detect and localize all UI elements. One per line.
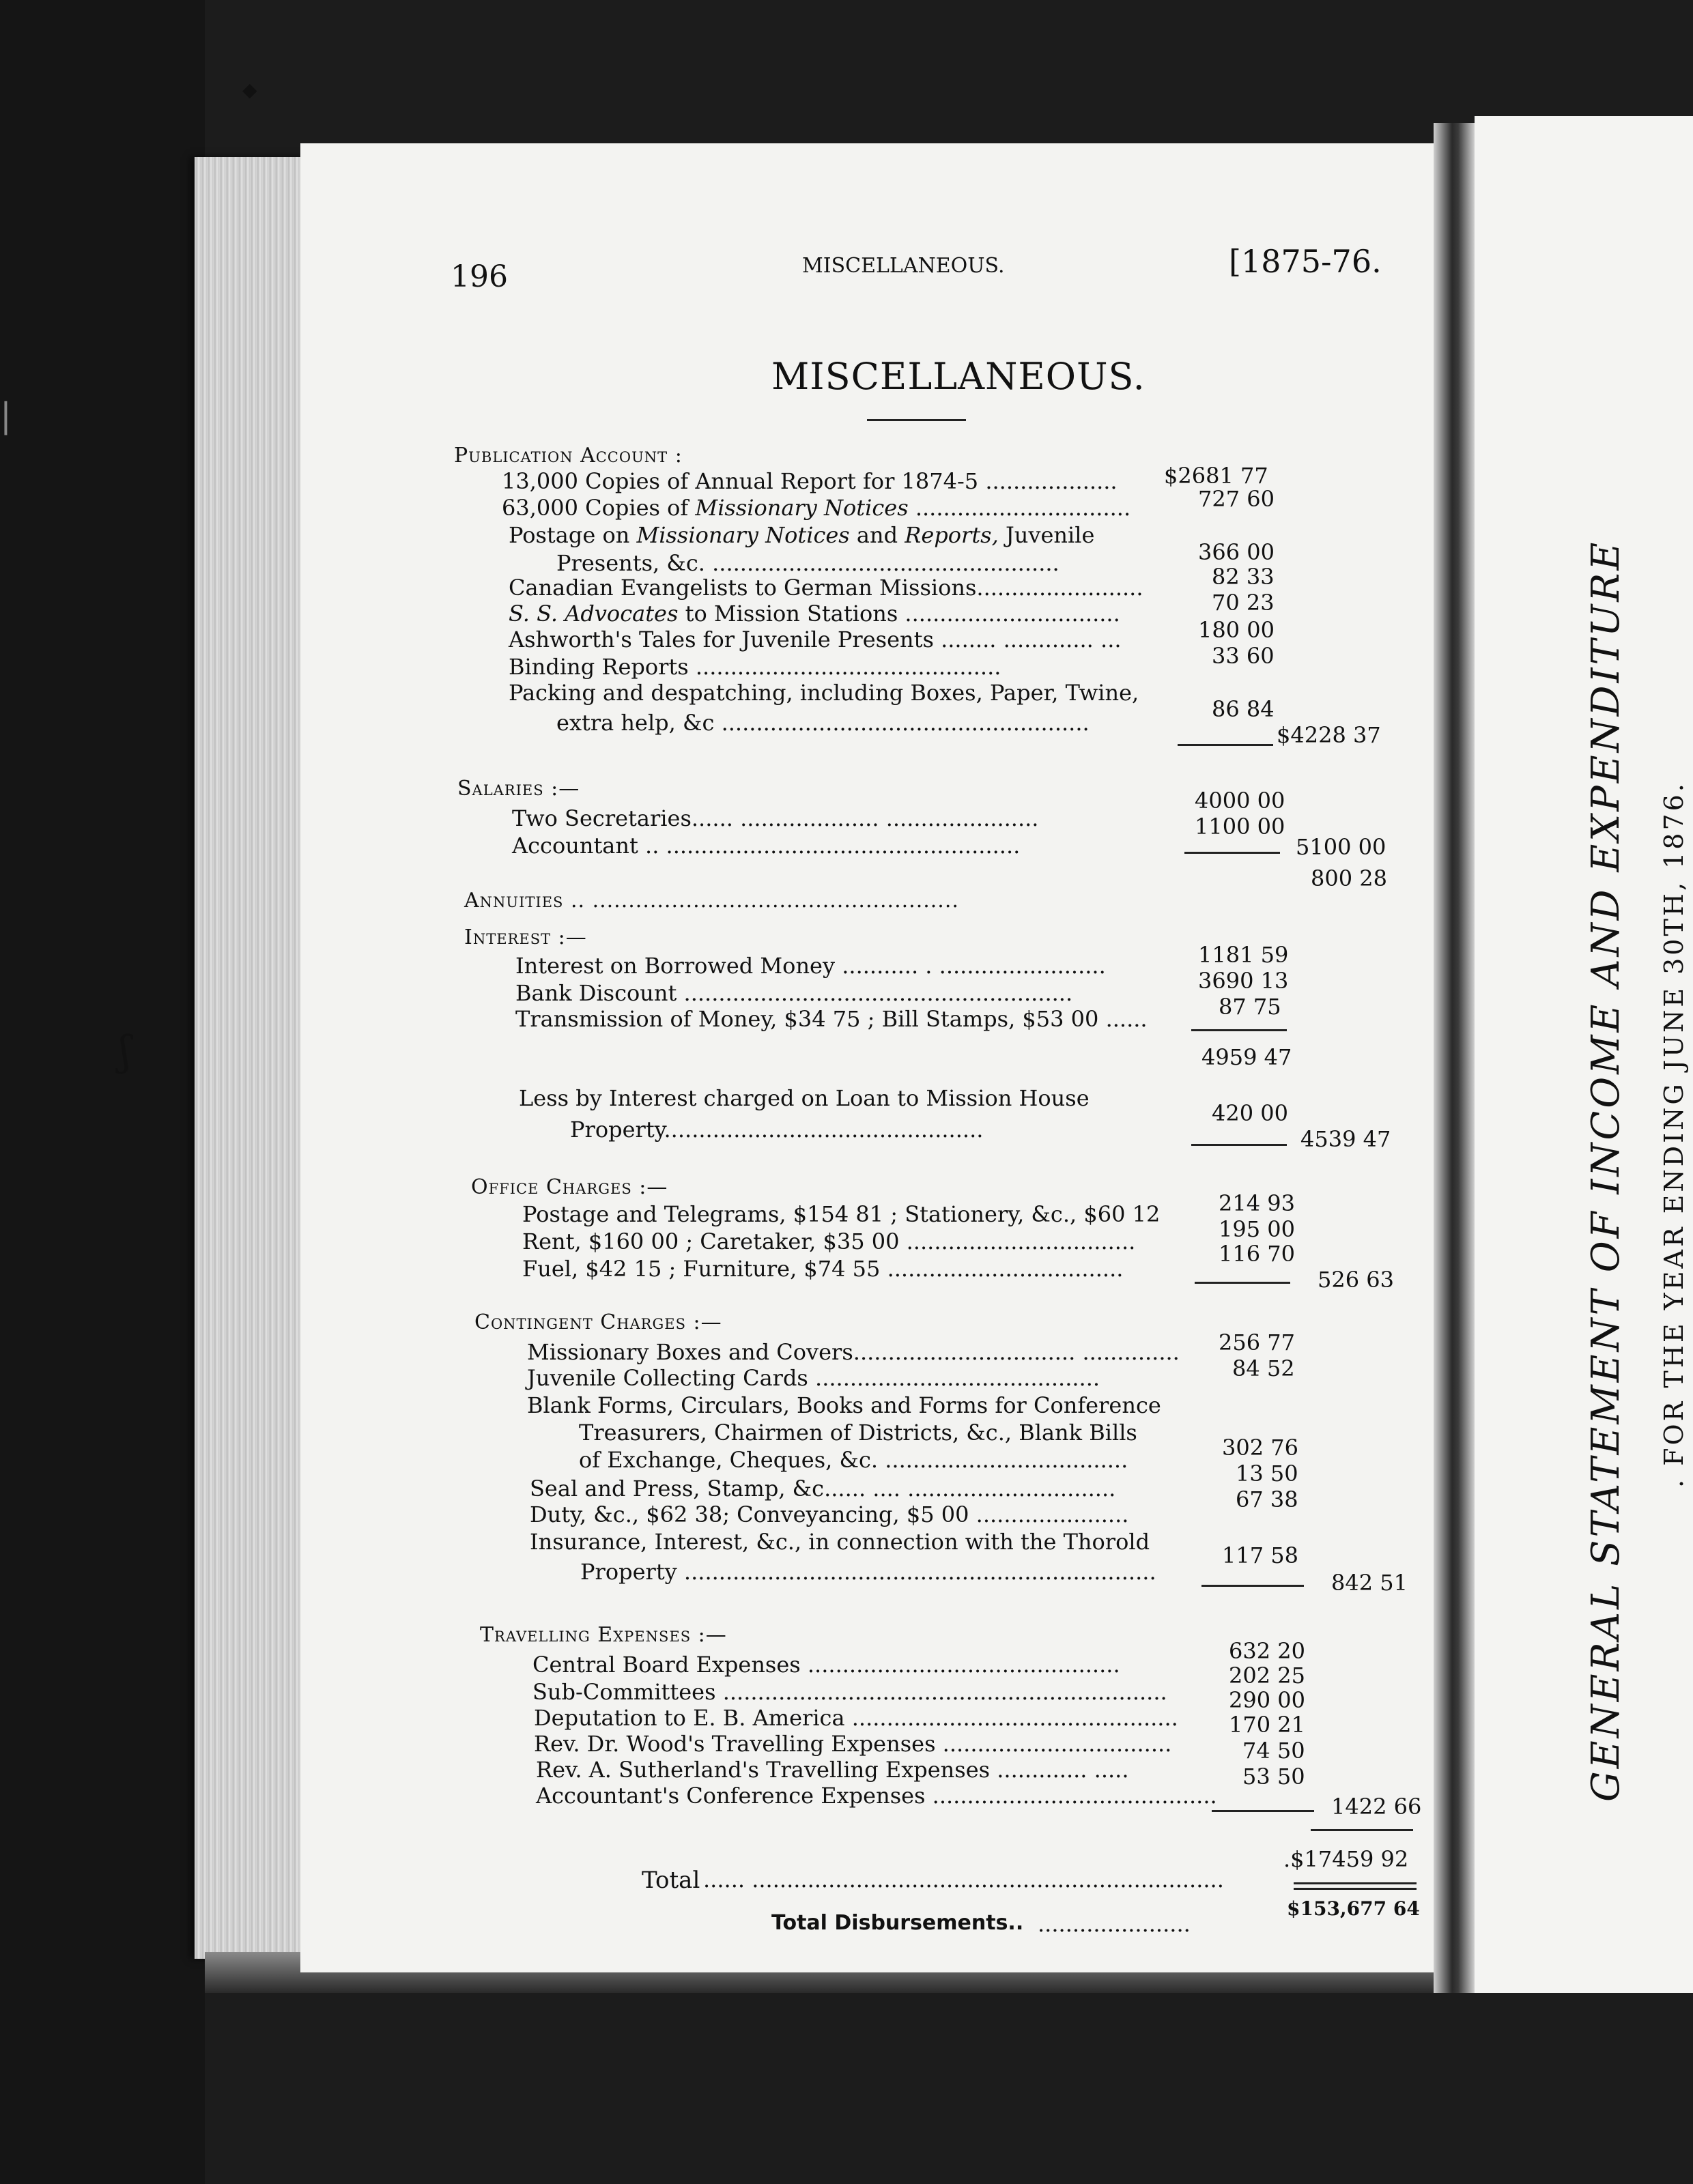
section-heading-interest: Interest :— (464, 925, 587, 949)
sum-rule (1178, 744, 1273, 746)
line-amount: 727 60 (1198, 486, 1275, 512)
line-text: Accountant .. ................................................... (512, 833, 1021, 859)
line-amount: 202 25 (1229, 1663, 1305, 1689)
sum-rule (1195, 1282, 1290, 1284)
film-border (0, 0, 205, 2184)
section-heading-office: Office Charges :— (471, 1175, 668, 1199)
running-head: MISCELLANEOUS. (802, 254, 1005, 278)
section-heading-publication: Publication Account : (454, 444, 683, 468)
section-heading-contingent: Contingent Charges :— (474, 1310, 722, 1334)
line-amount: $2681 77 (1164, 463, 1268, 489)
disbursements-label: Total Disbursements.. (771, 1911, 1024, 1935)
line-text: Postage on Missionary Notices and Reports, Juvenile (509, 522, 1095, 548)
line-text: Rent, $160 00 ; Caretaker, $35 00 ................................. (522, 1228, 1136, 1254)
line-text: Two Secretaries...... .................... ...................... (512, 805, 1039, 831)
line-amount: 1100 00 (1195, 814, 1285, 839)
line-text: Property.............................................. (570, 1117, 984, 1143)
line-amount: 214 93 (1219, 1190, 1295, 1216)
section-total: 526 63 (1318, 1267, 1394, 1293)
section-total: 800 28 (1311, 865, 1387, 891)
facing-page-title: GENERAL STATEMENT OF INCOME AND EXPENDITURE (1584, 539, 1628, 1802)
section-total: 5100 00 (1296, 834, 1386, 860)
line-amount: 290 00 (1229, 1687, 1305, 1713)
line-text: Bank Discount ........................................................ (515, 980, 1073, 1006)
disbursements-dots: ...................... (1038, 1911, 1191, 1937)
year-reference: [1875-76. (1229, 243, 1382, 280)
book-page-edges (195, 157, 317, 1959)
line-text: Treasurers, Chairmen of Districts, &c., Blank Bills (579, 1420, 1137, 1446)
line-amount: 53 50 (1242, 1764, 1305, 1790)
line-text: of Exchange, Cheques, &c. ................................... (579, 1447, 1128, 1473)
line-amount: 4000 00 (1195, 788, 1285, 814)
line-text: Duty, &c., $62 38; Conveyancing, $5 00 ...................... (530, 1502, 1129, 1527)
line-text: Interest on Borrowed Money ........... . ........................ (515, 953, 1106, 979)
line-amount: 170 21 (1229, 1712, 1305, 1738)
line-text: Missionary Boxes and Covers................................ .............. (527, 1339, 1180, 1365)
line-text: Juvenile Collecting Cards ......................................... (527, 1365, 1100, 1391)
section-heading-travelling: Travelling Expenses :— (480, 1623, 727, 1647)
page-title: MISCELLANEOUS. (771, 355, 1146, 398)
line-amount: 302 76 (1222, 1435, 1298, 1461)
line-text: Rev. Dr. Wood's Travelling Expenses ................................. (534, 1731, 1172, 1757)
line-text: extra help, &c ..................................................... (556, 710, 1090, 736)
line-text: Less by Interest charged on Loan to Mission House (519, 1085, 1090, 1111)
line-text: Ashworth's Tales for Juvenile Presents ........ ............. ... (509, 627, 1122, 652)
line-text: Canadian Evangelists to German Missions........................ (509, 575, 1143, 601)
total-amount: .$17459 92 (1283, 1846, 1409, 1872)
line-text: Transmission of Money, $34 75 ; Bill Stamps, $53 00 ...... (515, 1006, 1148, 1032)
facing-page-subtitle: . FOR THE YEAR ENDING JUNE 30TH, 1876. (1659, 781, 1689, 1488)
line-text: Blank Forms, Circulars, Books and Forms for Conference (527, 1392, 1161, 1418)
dust-speck: ʃ (119, 1027, 131, 1075)
line-amount: 87 75 (1219, 994, 1281, 1020)
line-amount: 117 58 (1222, 1542, 1298, 1568)
double-rule (1294, 1882, 1417, 1884)
page-number: 196 (451, 259, 508, 294)
section-heading-salaries: Salaries :— (457, 777, 580, 801)
total-dots: ...... .................................................................... (703, 1867, 1224, 1893)
line-text: Rev. A. Sutherland's Travelling Expenses ............. ..... (536, 1757, 1129, 1783)
sum-rule (1201, 1585, 1304, 1587)
line-amount: 116 70 (1219, 1241, 1295, 1267)
line-amount: 33 60 (1212, 643, 1275, 669)
line-text: Sub-Committees ................................................................ (532, 1679, 1167, 1705)
sum-rule (1191, 1144, 1287, 1146)
section-total: $4228 37 (1277, 722, 1381, 748)
section-total: 1422 66 (1331, 1794, 1422, 1820)
section-total: 842 51 (1331, 1570, 1408, 1596)
total-label: Total (642, 1867, 700, 1894)
line-amount: 366 00 (1198, 539, 1275, 565)
line-text: Presents, &c. .................................................. (556, 550, 1059, 576)
line-amount: 256 77 (1219, 1330, 1295, 1355)
line-amount: 195 00 (1219, 1216, 1295, 1242)
line-amount: 3690 13 (1198, 968, 1289, 994)
line-amount: 632 20 (1229, 1638, 1305, 1664)
sum-rule (1184, 852, 1280, 854)
line-amount: 180 00 (1198, 617, 1275, 643)
book-gutter (1434, 123, 1475, 1993)
dust-speck: ◆ (242, 78, 257, 101)
double-rule (1294, 1888, 1417, 1890)
disbursements-amount: $153,677 64 (1287, 1897, 1420, 1920)
line-amount: 74 50 (1242, 1738, 1305, 1764)
sum-rule (1212, 1810, 1314, 1812)
line-amount: 420 00 (1212, 1100, 1288, 1126)
line-text: S. S. Advocates to Mission Stations ............................... (509, 601, 1120, 627)
line-amount: 1181 59 (1198, 942, 1289, 968)
line-amount: 67 38 (1236, 1486, 1298, 1512)
section-heading-annuities: Annuities .. ................................................... (464, 889, 959, 913)
line-amount: 82 33 (1212, 564, 1275, 590)
line-text: 63,000 Copies of Missionary Notices ............................... (502, 495, 1131, 521)
line-text: Insurance, Interest, &c., in connection with the Thorold (530, 1529, 1150, 1555)
line-text: Central Board Expenses ............................................. (532, 1652, 1120, 1678)
line-text: Property .................................................................... (580, 1559, 1156, 1585)
section-total: 4539 47 (1300, 1126, 1391, 1152)
line-text: Deputation to E. B. America ............................................... (534, 1705, 1178, 1731)
line-amount: 84 52 (1232, 1355, 1295, 1381)
line-text: Binding Reports ............................................ (509, 654, 1001, 680)
line-text: Fuel, $42 15 ; Furniture, $74 55 .................................. (522, 1256, 1124, 1282)
line-text: Seal and Press, Stamp, &c...... .... .............................. (530, 1476, 1116, 1502)
line-text: Packing and despatching, including Boxes, Paper, Twine, (509, 680, 1139, 706)
sum-rule (1191, 1029, 1287, 1031)
dust-speck: | (0, 396, 12, 435)
title-rule (867, 419, 966, 421)
sum-rule (1311, 1829, 1413, 1831)
line-text: 13,000 Copies of Annual Report for 1874-5 ................... (502, 468, 1118, 494)
subtotal: 4959 47 (1201, 1044, 1292, 1070)
line-amount: 70 23 (1212, 590, 1275, 616)
line-text: Accountant's Conference Expenses ......................................... (536, 1783, 1217, 1809)
line-amount: 13 50 (1236, 1461, 1298, 1486)
line-amount: 86 84 (1212, 696, 1275, 722)
line-text: Postage and Telegrams, $154 81 ; Stationery, &c., $60 12 (522, 1201, 1161, 1227)
